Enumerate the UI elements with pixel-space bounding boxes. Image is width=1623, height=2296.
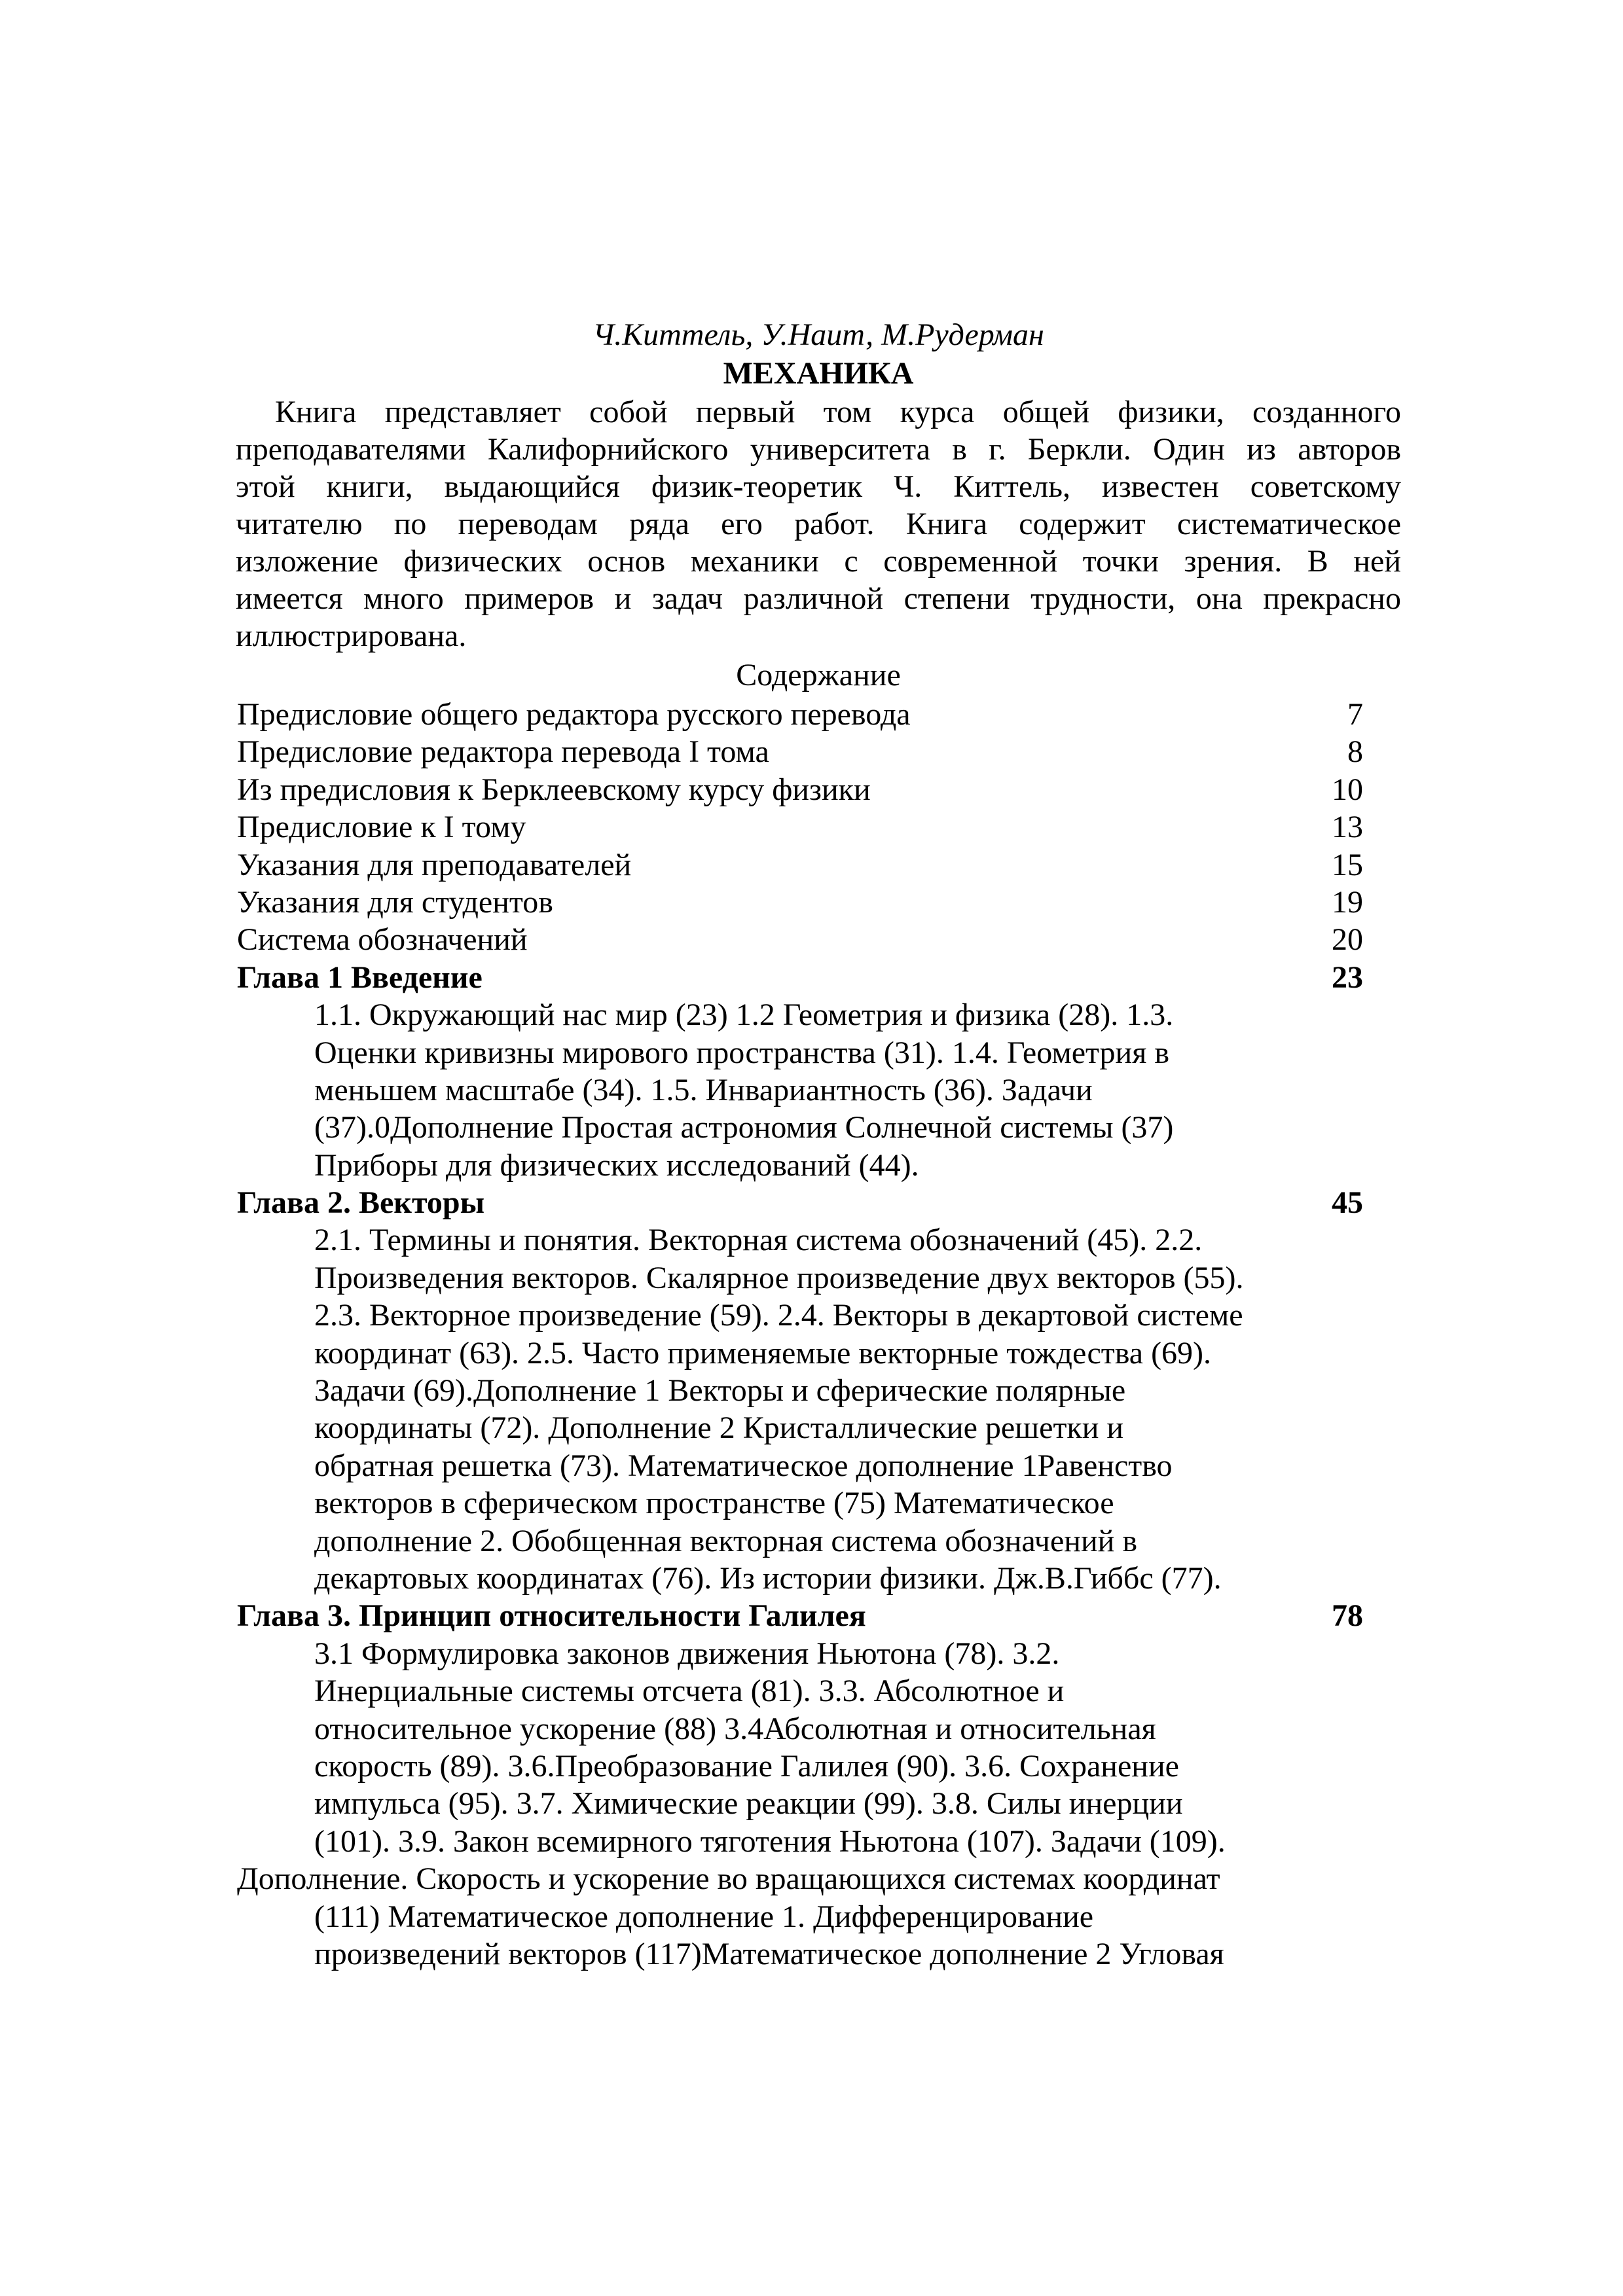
book-abstract [236,393,1401,655]
chapter-contents-line: 2.3. Векторное произведение (59). 2.4. Векторы в декартовой системе [314,1298,1243,1333]
chapter-contents-line: Приборы для физических исследований (44). [314,1147,919,1183]
chapter-contents-line: 1.1. Окружающий нас мир (23) 1.2 Геометрия и физика (28). 1.3. [314,997,1174,1033]
book-authors: Ч.Киттель, У.Наит, М.Рудерман [593,317,1044,352]
chapter-title: Глава 1 Введение [237,960,483,995]
chapter-title: Глава 3. Принцип относительности Галилея [237,1598,866,1634]
toc-entry-title: Предисловие редактора перевода I тома [237,734,769,770]
toc-entry-title: Указания для преподавателей [237,847,632,882]
toc-entry [237,696,1363,733]
toc-heading: Содержание [736,658,901,692]
toc-chapter-3 [237,1597,1363,1634]
book-title: МЕХАНИКА [723,356,914,391]
chapter-contents-line: Дополнение. Скорость и ускорение во вращающихся системах координат [237,1861,1220,1897]
abstract-line: читателю по переводам ряда его работ. Книга содержит систематическое [236,507,1401,541]
chapter-contents-line: скорость (89). 3.6.Преобразование Галилея (90). 3.6. Сохранение [314,1748,1179,1784]
chapter-page: 23 [1332,960,1363,995]
chapter-title: Глава 2. Векторы [237,1185,485,1221]
toc-entry-page: 20 [1332,922,1363,958]
chapter-contents-line: координат (63). 2.5. Часто применяемые векторные тождества (69). [314,1335,1212,1371]
toc-entry-page: 8 [1347,734,1363,770]
toc-entry-title: Из предисловия к Берклеевскому курсу физики [237,772,871,807]
chapter-contents-line: импульса (95). 3.7. Химические реакции (99). 3.8. Силы инерции [314,1786,1183,1821]
chapter-contents-line: координаты (72). Дополнение 2 Кристаллические решетки и [314,1410,1124,1446]
toc-entry-title: Указания для студентов [237,884,553,920]
chapter-contents-line: относительное ускорение (88) 3.4Абсолютная и относительная [314,1711,1156,1746]
toc-entry [237,846,1363,884]
toc-entry [237,884,1363,921]
chapter-contents-line: 2.1. Термины и понятия. Векторная система обозначений (45). 2.2. [314,1223,1203,1258]
chapter-contents-line: Инерциальные системы отсчета (81). 3.3. Абсолютное и [314,1674,1065,1709]
chapter-contents-line: векторов в сферическом пространстве (75) Математическое [314,1486,1114,1521]
chapter-contents-line: произведений векторов (117)Математическое дополнение 2 Угловая [314,1936,1224,1971]
table-of-contents [237,696,1363,1973]
chapter-contents-line: (37).0Дополнение Простая астрономия Солнечной системы (37) [314,1110,1174,1145]
toc-entry-title: Предисловие общего редактора русского перевода [237,697,911,732]
chapter-contents-line: (101). 3.9. Закон всемирного тяготения Ньютона (107). Задачи (109). [314,1823,1226,1859]
abstract-line: этой книги, выдающийся физик-теоретик Ч. Киттель, известен советскому [236,469,1401,504]
chapter-contents-line: Задачи (69).Дополнение 1 Векторы и сферические полярные [314,1373,1126,1408]
abstract-line: Книга представляет собой первый том курса общей физики, созданного [275,395,1401,429]
toc-entry-page: 15 [1332,847,1363,882]
toc-entry-page: 13 [1332,810,1363,845]
chapter-contents-line: (111) Математическое дополнение 1. Дифференцирование [314,1899,1094,1934]
toc-entry-page: 10 [1332,772,1363,807]
toc-entry [237,921,1363,958]
abstract-line: имеется много примеров и задач различной степени трудности, она прекрасно [236,581,1401,616]
chapter-contents-line: обратная решетка (73). Математическое дополнение 1Равенство [314,1448,1173,1483]
toc-entry-page: 7 [1347,697,1363,732]
chapter-contents-line: декартовых координатах (76). Из истории физики. Дж.В.Гиббс (77). [314,1560,1222,1596]
toc-entry-page: 19 [1332,884,1363,920]
chapter-contents-line: 3.1 Формулировка законов движения Ньютона (78). 3.2. [314,1636,1060,1671]
toc-chapter-1 [237,959,1363,996]
abstract-line: иллюстрирована. [236,619,467,653]
toc-entry [237,808,1363,846]
toc-entry-title: Предисловие к I тому [237,810,526,845]
chapter-contents-line: Произведения векторов. Скалярное произведение двух векторов (55). [314,1260,1244,1295]
toc-entry [237,771,1363,808]
abstract-line: изложение физических основ механики с современной точки зрения. В ней [236,544,1401,579]
chapter-contents-line: Оценки кривизны мирового пространства (31). 1.4. Геометрия в [314,1035,1169,1070]
chapter-page: 45 [1332,1185,1363,1221]
toc-entry-title: Система обозначений [237,922,528,958]
abstract-line: преподавателями Калифорнийского университета в г. Беркли. Один из авторов [236,432,1401,467]
chapter-page: 78 [1332,1598,1363,1634]
chapter-contents-line: меньшем масштабе (34). 1.5. Инвариантность (36). Задачи [314,1072,1093,1107]
chapter-contents-line: дополнение 2. Обобщенная векторная система обозначений в [314,1523,1137,1558]
toc-chapter-2 [237,1184,1363,1221]
toc-entry [237,733,1363,770]
